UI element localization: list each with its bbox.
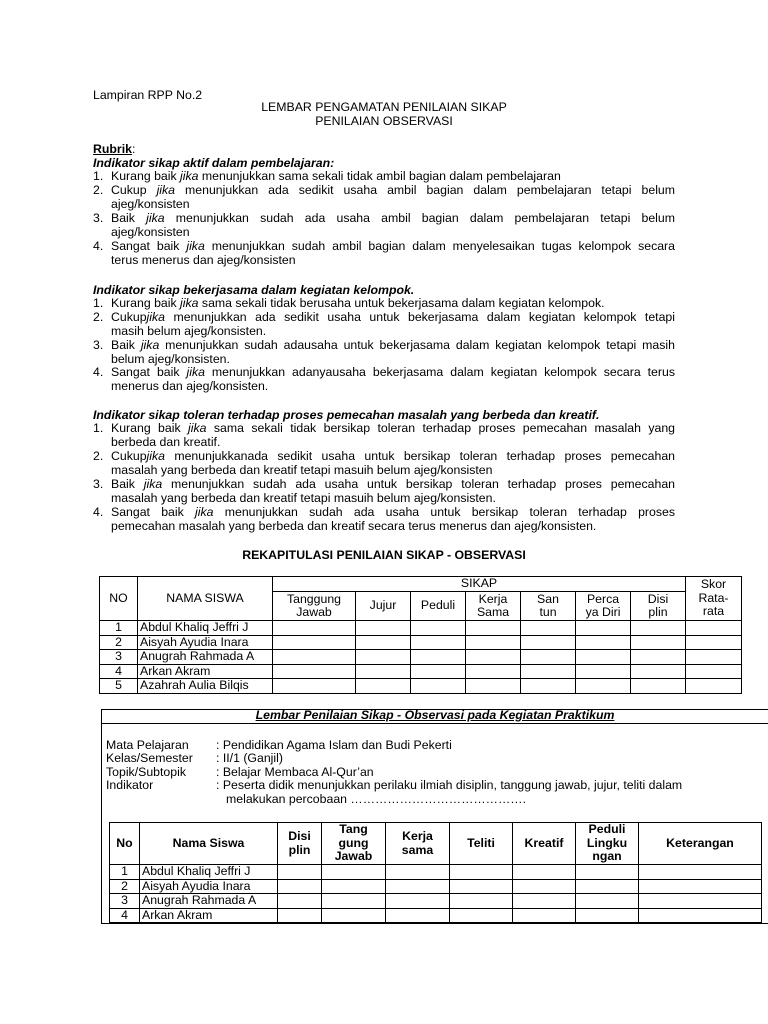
praktikum-cell-score <box>386 894 450 909</box>
praktikum-cell-score <box>513 879 576 894</box>
rekap-cell-score <box>273 679 356 694</box>
rubric-item-number: 1. <box>93 421 104 435</box>
rubric-item-number: 1. <box>93 296 104 310</box>
rekap-cell-score <box>411 650 466 665</box>
rekap-cell-score <box>576 650 631 665</box>
praktikum-cell-score <box>639 879 762 894</box>
rekap-cell-score <box>466 664 521 679</box>
rekap-cell-score <box>521 664 576 679</box>
rekap-header-sikap: SIKAP <box>273 577 686 592</box>
rekap-cell-score <box>356 621 411 636</box>
rubric-item-text: Baik jika menunjukkan sudah ada usaha ambil bagian dalam pembelajaran tetapi belum ajeg/konsisten <box>111 211 675 239</box>
rubric-item-number: 1. <box>93 169 104 183</box>
praktikum-cell-score <box>386 908 450 923</box>
rubric-item-number: 2. <box>93 183 104 197</box>
rekap-cell-score <box>466 621 521 636</box>
rekap-cell-nama: Arkan Akram <box>138 664 273 679</box>
praktikum-cell-no: 3 <box>110 894 140 909</box>
rekap-cell-nama: Aisyah Ayudia Inara <box>138 635 273 650</box>
praktikum-cell-nama: Aisyah Ayudia Inara <box>140 879 278 894</box>
praktikum-title-divider <box>101 723 768 724</box>
rubric-item-text: Cukup jika menunjukkan ada sedikit usaha ambil bagian dalam pembelajaran tetapi belum ajeg/konsisten <box>111 183 676 211</box>
rekap-cell-score <box>631 664 686 679</box>
praktikum-row <box>110 894 762 909</box>
praktikum-cell-no: 1 <box>110 865 140 880</box>
rekap-cell-no: 3 <box>100 650 138 665</box>
praktikum-header-teliti: Teliti <box>450 823 513 865</box>
rekap-header-nama: NAMA SISWA <box>138 577 273 621</box>
rekap-cell-score <box>576 679 631 694</box>
rekap-header-peduli: Peduli <box>411 592 466 621</box>
info-value: : Belajar Membaca Al-Qur’an <box>216 765 374 779</box>
rubric-item-number: 3. <box>93 338 104 352</box>
rubric-item-number: 4. <box>93 505 104 519</box>
rekap-cell-score <box>466 679 521 694</box>
info-label: Mata Pelajaran <box>106 738 189 752</box>
rubrik-heading: Rubrik: <box>93 142 136 156</box>
rekap-cell-score <box>576 635 631 650</box>
section-heading-toleran: Indikator sikap toleran terhadap proses pemecahan masalah yang berbeda dan kreatif. <box>93 408 600 422</box>
rekap-cell-score <box>411 664 466 679</box>
rekap-cell-score <box>273 650 356 665</box>
praktikum-cell-score <box>322 865 386 880</box>
rekap-header-no: NO <box>100 577 138 621</box>
rekap-row <box>100 664 742 679</box>
document-title: LEMBAR PENGAMATAN PENILAIAN SIKAP <box>261 100 507 114</box>
rubric-item-text: Sangat baik jika menunjukkan sudah ada usaha untuk bersikap toleran terhadap proses pemecahan masalah yang berbeda dan kreatif secara terus menerus dan ajeg/konsisten. <box>111 505 675 533</box>
rekap-cell-score <box>686 621 742 636</box>
info-label: Indikator <box>106 778 154 792</box>
rekap-cell-no: 5 <box>100 679 138 694</box>
rekap-cell-nama: Abdul Khaliq Jeffri J <box>138 621 273 636</box>
praktikum-row <box>110 879 762 894</box>
info-value: : II/1 (Ganjil) <box>216 751 283 765</box>
rekap-cell-score <box>576 621 631 636</box>
rubric-item-number: 4. <box>93 239 104 253</box>
rekap-cell-score <box>686 664 742 679</box>
praktikum-cell-score <box>576 908 639 923</box>
praktikum-cell-score <box>386 865 450 880</box>
rubric-item-number: 3. <box>93 211 104 225</box>
praktikum-cell-nama: Abdul Khaliq Jeffri J <box>140 865 278 880</box>
document-subtitle: PENILAIAN OBSERVASI <box>315 114 453 128</box>
praktikum-cell-no: 4 <box>110 908 140 923</box>
praktikum-cell-score <box>278 894 322 909</box>
rekap-cell-score <box>273 635 356 650</box>
info-value: : Pendidikan Agama Islam dan Budi Pekerti <box>216 738 452 752</box>
praktikum-table <box>109 822 762 923</box>
praktikum-cell-score <box>576 865 639 880</box>
praktikum-cell-score <box>386 879 450 894</box>
lampiran-label: Lampiran RPP No.2 <box>93 88 203 102</box>
praktikum-cell-score <box>513 908 576 923</box>
praktikum-cell-score <box>576 879 639 894</box>
rekap-cell-score <box>356 664 411 679</box>
rubric-item-number: 2. <box>93 310 104 324</box>
praktikum-row <box>110 908 762 923</box>
rubric-item-text: Kurang baik jika sama sekali tidak bersikap toleran terhadap proses pemecahan masalah yang berbeda dan kreatif. <box>111 421 675 449</box>
praktikum-cell-score <box>450 894 513 909</box>
praktikum-header-nama: Nama Siswa <box>140 823 278 865</box>
rekap-cell-score <box>576 664 631 679</box>
praktikum-cell-score <box>639 908 762 923</box>
section-heading-aktif: Indikator sikap aktif dalam pembelajaran: <box>93 156 335 170</box>
rubric-item-text: Cukupjika menunjukkanada sedikit usaha untuk bersikap toleran terhadap proses pemecahan masalah yang berbeda dan kreatif tetapi masuih belum ajeg/konsisten <box>111 449 675 477</box>
rekap-cell-score <box>521 635 576 650</box>
praktikum-cell-score <box>450 865 513 880</box>
rekap-row <box>100 679 742 694</box>
rubric-item-text: Sangat baik jika menunjukkan adanyausaha bekerjasama dalam kegiatan kelompok secara terus menerus dan ajeg/konsisten. <box>111 365 675 393</box>
rubric-item-number: 3. <box>93 477 104 491</box>
section-heading-bekerjasama: Indikator sikap bekerjasama dalam kegiatan kelompok. <box>93 283 415 297</box>
rekap-cell-nama: Anugrah Rahmada A <box>138 650 273 665</box>
praktikum-cell-score <box>576 894 639 909</box>
rekap-cell-score <box>466 650 521 665</box>
praktikum-cell-score <box>278 879 322 894</box>
rekap-cell-score <box>273 621 356 636</box>
rekap-cell-score <box>686 635 742 650</box>
indikator-continuation: melakukan percobaan ……………………………………. <box>226 792 526 806</box>
rekap-cell-score <box>521 679 576 694</box>
rekap-row <box>100 621 742 636</box>
praktikum-cell-score <box>450 879 513 894</box>
praktikum-cell-score <box>639 894 762 909</box>
rekap-cell-no: 4 <box>100 664 138 679</box>
praktikum-title: Lembar Penilaian Sikap - Observasi pada Kegiatan Praktikum <box>255 708 615 722</box>
rekap-header-percaya-diri: Perca ya Diri <box>576 592 631 621</box>
praktikum-header-keterangan: Keterangan <box>639 823 762 865</box>
praktikum-header-kreatif: Kreatif <box>513 823 576 865</box>
praktikum-cell-nama: Arkan Akram <box>140 908 278 923</box>
rekap-cell-score <box>411 635 466 650</box>
rekap-cell-score <box>356 650 411 665</box>
rekap-row <box>100 635 742 650</box>
rekap-cell-score <box>411 679 466 694</box>
rekap-header-jujur: Jujur <box>356 592 411 621</box>
rubric-item-number: 4. <box>93 365 104 379</box>
praktikum-cell-score <box>278 865 322 880</box>
rekap-cell-no: 2 <box>100 635 138 650</box>
rekap-title: REKAPITULASI PENILAIAN SIKAP - OBSERVASI <box>242 548 526 562</box>
rekap-cell-score <box>631 650 686 665</box>
praktikum-header-tanggung-jawab: Tang gung Jawab <box>322 823 386 865</box>
rekap-cell-score <box>686 679 742 694</box>
praktikum-cell-score <box>639 865 762 880</box>
rubric-item-text: Cukupjika menunjukkan ada sedikit usaha untuk bekerjasama dalam kegiatan kelompok tetapi masih belum ajeg/konsisten. <box>111 310 675 338</box>
rubric-item-text: Sangat baik jika menunjukkan sudah ambil bagian dalam menyelesaikan tugas kelompok secara terus menerus dan ajeg/konsisten <box>111 239 675 267</box>
rekap-header-santun: San tun <box>521 592 576 621</box>
rubric-item-text: Kurang baik jika menunjukkan sama sekali tidak ambil bagian dalam pembelajaran <box>111 169 561 183</box>
rekap-header-tanggung-jawab: Tanggung Jawab <box>273 592 356 621</box>
rubric-item-text: Kurang baik jika sama sekali tidak berusaha untuk bekerjasama dalam kegiatan kelompok. <box>111 296 605 310</box>
rekap-cell-score <box>273 664 356 679</box>
praktikum-header-peduli-lingkungan: Peduli Lingku ngan <box>576 823 639 865</box>
praktikum-cell-score <box>513 894 576 909</box>
praktikum-cell-score <box>322 879 386 894</box>
praktikum-cell-score <box>322 894 386 909</box>
rekap-table <box>99 576 742 694</box>
praktikum-cell-no: 2 <box>110 879 140 894</box>
rekap-row <box>100 650 742 665</box>
rekap-cell-no: 1 <box>100 621 138 636</box>
praktikum-header-disiplin: Disi plin <box>278 823 322 865</box>
rubric-item-number: 2. <box>93 449 104 463</box>
rekap-cell-score <box>631 635 686 650</box>
rekap-cell-score <box>521 650 576 665</box>
rekap-cell-score <box>411 621 466 636</box>
praktikum-cell-score <box>513 865 576 880</box>
praktikum-cell-score <box>450 908 513 923</box>
praktikum-header-kerjasama: Kerja sama <box>386 823 450 865</box>
rekap-header-disiplin: Disi plin <box>631 592 686 621</box>
info-label: Kelas/Semester <box>106 751 193 765</box>
praktikum-cell-score <box>322 908 386 923</box>
praktikum-cell-score <box>278 908 322 923</box>
praktikum-cell-nama: Anugrah Rahmada A <box>140 894 278 909</box>
rekap-cell-score <box>521 621 576 636</box>
praktikum-title-row <box>101 709 768 723</box>
rekap-cell-score <box>466 635 521 650</box>
rekap-cell-score <box>356 679 411 694</box>
rekap-cell-score <box>631 621 686 636</box>
rekap-cell-score <box>686 650 742 665</box>
rekap-header-skor: Skor Rata- rata <box>686 577 742 621</box>
info-value: : Peserta didik menunjukkan perilaku ilmiah disiplin, tanggung jawab, jujur, teliti dalam <box>216 778 683 792</box>
rekap-cell-score <box>356 635 411 650</box>
rubric-item-text: Baik jika menunjukkan sudah adausaha untuk bekerjasama dalam kegiatan kelompok tetapi masih belum ajeg/konsisten. <box>111 338 675 366</box>
praktikum-header-no: No <box>110 823 140 865</box>
rekap-cell-nama: Azahrah Aulia Bilqis <box>138 679 273 694</box>
rekap-cell-score <box>631 679 686 694</box>
rekap-header-kerja-sama: Kerja Sama <box>466 592 521 621</box>
rubric-item-text: Baik jika menunjukkan sudah ada usaha untuk bersikap toleran terhadap proses pemecahan masalah yang berbeda dan kreatif tetapi masuih belum ajeg/konsisten. <box>111 477 675 505</box>
praktikum-row <box>110 865 762 880</box>
info-label: Topik/Subtopik <box>106 765 186 779</box>
